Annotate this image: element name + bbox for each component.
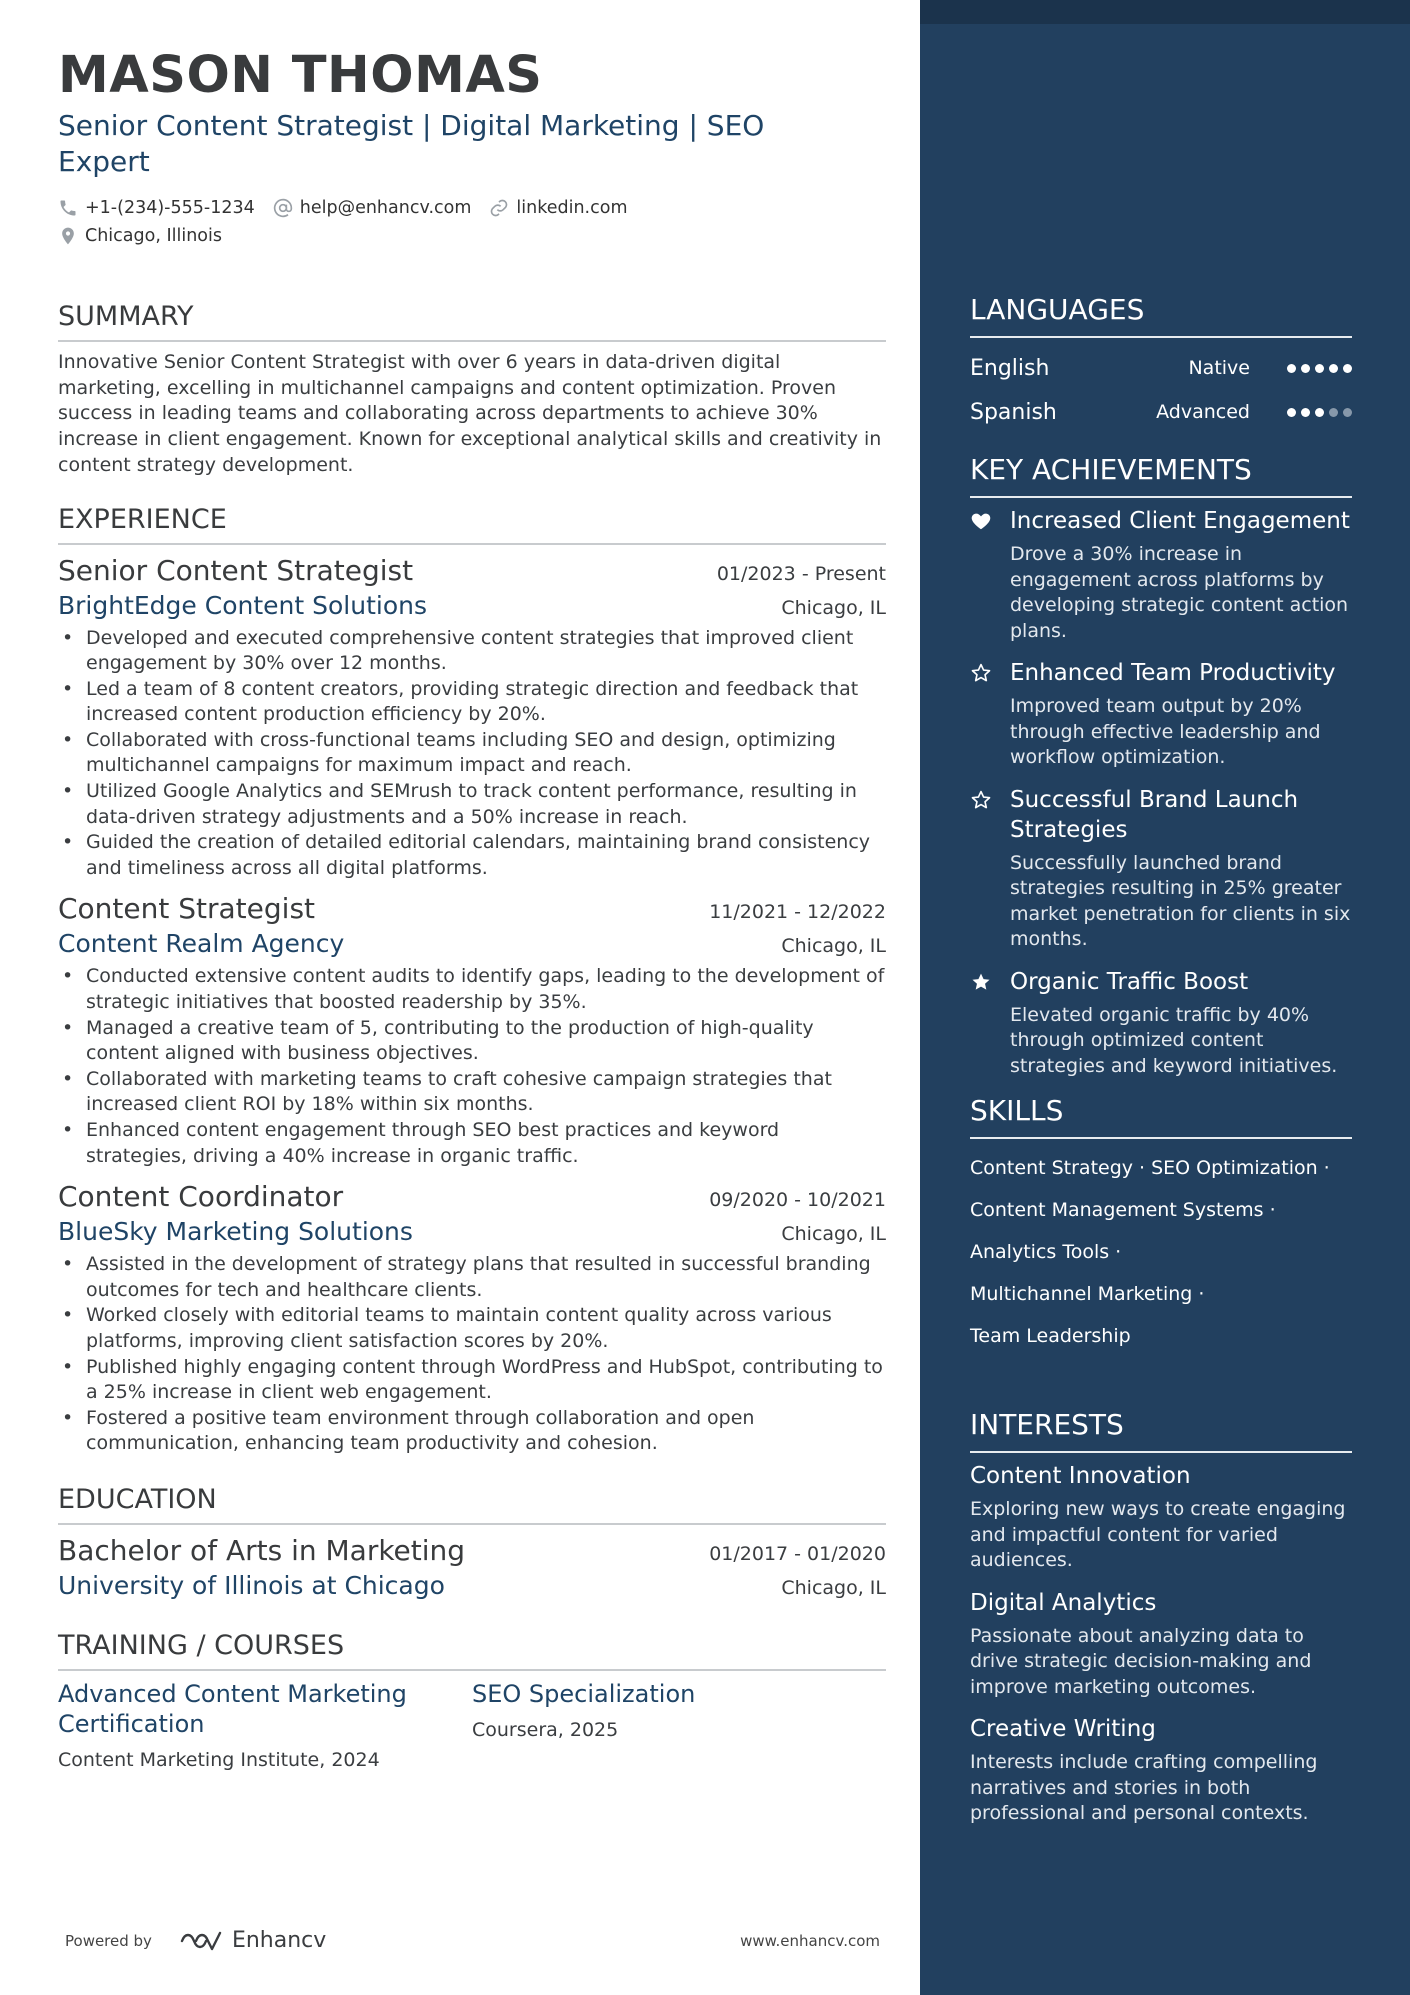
location-contact	[58, 226, 222, 246]
linkedin-text: linkedin.com	[516, 198, 628, 218]
interests-section	[970, 1407, 1352, 1827]
skills-title: SKILLS	[970, 1093, 1352, 1139]
job-bullets	[58, 626, 886, 882]
skill-separator: ·	[1115, 1241, 1122, 1263]
job-location: Chicago, IL	[781, 1223, 886, 1246]
achievement-item	[970, 785, 1352, 953]
star-filled-icon	[970, 971, 992, 993]
experience-section	[58, 503, 886, 1457]
rating-dot-filled	[1287, 408, 1296, 417]
achievement-desc: Elevated organic traffic by 40% through optimized content strategies and keyword initiatives.	[1010, 1003, 1338, 1077]
location-pin-icon	[58, 226, 78, 246]
skill-row	[970, 1147, 1352, 1189]
star-outline-icon	[970, 789, 992, 811]
sidebar	[920, 0, 1410, 1995]
at-icon	[273, 198, 293, 218]
job-dates: 11/2021 - 12/2022	[709, 901, 886, 924]
skill-item: Content Strategy	[970, 1157, 1134, 1179]
achievement-title: Organic Traffic Boost	[1010, 968, 1249, 995]
achievement-item	[970, 967, 1352, 1080]
achievement-desc: Improved team output by 20% through effective leadership and workflow optimization.	[1010, 695, 1321, 768]
bullet-item: • Fostered a positive team environment through collaboration and open communication, enhancing team productivity and cohesion.	[58, 1406, 886, 1457]
skill-separator: ·	[1198, 1283, 1205, 1305]
achievement-title: Successful Brand Launch Strategies	[1010, 786, 1299, 843]
language-level: Native	[1188, 357, 1250, 379]
languages-title: LANGUAGES	[970, 292, 1352, 338]
job-company: Content Realm Agency	[58, 929, 345, 959]
job-bullets	[58, 964, 886, 1169]
skill-item: Team Leadership	[970, 1325, 1131, 1347]
interest-desc: Passionate about analyzing data to drive strategic decision-making and improve marketing outcomes.	[970, 1624, 1312, 1698]
job-bullets	[58, 1252, 886, 1457]
linkedin-contact[interactable]	[489, 198, 627, 218]
interest-item	[970, 1461, 1352, 1574]
phone-icon	[58, 198, 78, 218]
phone-contact[interactable]	[58, 198, 255, 218]
contact-info	[58, 194, 886, 250]
interest-title: Creative Writing	[970, 1716, 1156, 1742]
bullet-item: • Collaborated with cross-functional teams including SEO and design, optimizing multichannel campaigns for maximum impact and reach.	[58, 728, 886, 779]
interest-item	[970, 1714, 1352, 1827]
degree: Bachelor of Arts in Marketing	[58, 1533, 466, 1567]
experience-title: EXPERIENCE	[58, 503, 886, 545]
sidebar-top-bar	[920, 0, 1410, 24]
email-text: help@enhancv.com	[299, 198, 472, 218]
skill-item: SEO Optimization	[1151, 1157, 1318, 1179]
achievements-section	[970, 452, 1352, 1079]
skills-section	[970, 1093, 1352, 1357]
interest-title: Digital Analytics	[970, 1589, 1157, 1616]
bullet-item: • Conducted extensive content audits to identify gaps, leading to the development of strategic initiatives that boosted readership by 35%.	[58, 964, 886, 1015]
job-entry	[58, 1179, 886, 1457]
languages-section	[970, 292, 1352, 434]
job-dates: 09/2020 - 10/2021	[709, 1189, 886, 1212]
star-outline-icon	[970, 662, 992, 684]
interests-title: INTERESTS	[970, 1407, 1352, 1453]
bullet-item: • Collaborated with marketing teams to craft cohesive campaign strategies that increased client ROI by 18% within six months.	[58, 1067, 886, 1118]
rating-dot-filled	[1343, 364, 1352, 373]
rating-dot-filled	[1315, 364, 1324, 373]
bullet-item: • Managed a creative team of 5, contributing to the production of high-quality content aligned with business objectives.	[58, 1016, 886, 1067]
summary-section	[58, 300, 886, 479]
powered-by-label: Powered by	[65, 1931, 152, 1950]
bullet-item: • Guided the creation of detailed editorial calendars, maintaining brand consistency and timeliness across all digital platforms.	[58, 830, 886, 881]
footer	[65, 1928, 880, 1953]
language-item	[970, 390, 1352, 434]
training-section	[58, 1629, 886, 1771]
candidate-name: MASON THOMAS	[58, 46, 543, 105]
skill-item: Analytics Tools	[970, 1241, 1110, 1263]
course-provider: Coursera, 2025	[472, 1718, 619, 1741]
course-provider: Content Marketing Institute, 2024	[58, 1748, 380, 1771]
bullet-item: • Enhanced content engagement through SEO best practices and keyword strategies, driving a 40% increase in organic traffic.	[58, 1118, 886, 1169]
skill-row	[970, 1231, 1352, 1273]
interest-item	[970, 1588, 1352, 1701]
bullet-item: • Led a team of 8 content creators, providing strategic direction and feedback that increased content production efficiency by 20%.	[58, 677, 886, 728]
link-icon	[489, 198, 509, 218]
language-name: Spanish	[970, 399, 1057, 425]
job-title: Senior Content Strategist	[58, 553, 414, 587]
phone-text: +1-(234)-555-1234	[85, 198, 255, 218]
headline: Senior Content Strategist | Digital Marketing | SEO Expert	[58, 109, 765, 178]
bullet-item: • Utilized Google Analytics and SEMrush to track content performance, resulting in data-driven strategy adjustments and a 50% increase in reach.	[58, 779, 886, 830]
rating-dot-empty	[1329, 408, 1338, 417]
heart-icon	[970, 510, 992, 532]
enhancv-logo-icon	[178, 1930, 224, 1952]
course-item	[472, 1679, 886, 1771]
bullet-item: • Worked closely with editorial teams to maintain content quality across various platforms, improving client satisfaction scores by 20%.	[58, 1303, 886, 1354]
skill-row	[970, 1189, 1352, 1231]
achievement-title: Enhanced Team Productivity	[1010, 660, 1336, 686]
achievement-desc: Successfully launched brand strategies resulting in 25% greater market penetration for clients in six months.	[1010, 851, 1351, 950]
job-dates: 01/2023 - Present	[716, 562, 886, 585]
achievements-title: KEY ACHIEVEMENTS	[970, 452, 1352, 498]
job-title: Content Strategist	[58, 892, 316, 926]
education-title: EDUCATION	[58, 1483, 886, 1525]
education-section	[58, 1483, 886, 1603]
email-contact[interactable]	[273, 198, 472, 218]
interest-desc: Interests include crafting compelling narratives and stories in both professional and personal contexts.	[970, 1751, 1318, 1824]
job-title: Content Coordinator	[58, 1180, 344, 1214]
bullet-item: • Developed and executed comprehensive content strategies that improved client engagement by 30% over 12 months.	[58, 626, 886, 677]
achievement-item	[970, 506, 1352, 644]
skill-separator: ·	[1269, 1199, 1276, 1221]
skill-row	[970, 1273, 1352, 1315]
rating-dot-filled	[1287, 364, 1296, 373]
summary-title: SUMMARY	[58, 300, 886, 342]
summary-text: Innovative Senior Content Strategist with over 6 years in data-driven digital marketing, excelling in multichannel campaigns and content optimization. Proven success in leading teams and collaborating across departments to achieve 30% increase in client engagement. Known for exceptional analytical skills and creativity in content strategy development.	[58, 351, 882, 476]
rating-dot-filled	[1301, 408, 1310, 417]
interest-title: Content Innovation	[970, 1463, 1191, 1489]
footer-url[interactable]: www.enhancv.com	[740, 1931, 880, 1950]
language-rating	[1282, 408, 1352, 417]
language-level: Advanced	[1156, 401, 1250, 423]
enhancv-logo[interactable]	[178, 1928, 326, 1953]
job-location: Chicago, IL	[781, 596, 886, 619]
achievement-desc: Drove a 30% increase in engagement across platforms by developing strategic content action plans.	[1010, 543, 1349, 642]
skill-item: Multichannel Marketing	[970, 1283, 1193, 1305]
school: University of Illinois at Chicago	[58, 1570, 445, 1600]
job-company: BlueSky Marketing Solutions	[58, 1217, 413, 1247]
language-rating	[1282, 364, 1352, 373]
powered-by	[65, 1928, 326, 1953]
skill-item: Content Management Systems	[970, 1199, 1264, 1221]
rating-dot-empty	[1343, 408, 1352, 417]
brand-name: Enhancv	[231, 1928, 327, 1953]
interest-desc: Exploring new ways to create engaging and impactful content for varied audiences.	[970, 1498, 1346, 1571]
skill-separator: ·	[1139, 1157, 1146, 1179]
skill-separator: ·	[1323, 1157, 1330, 1179]
rating-dot-filled	[1329, 364, 1338, 373]
achievement-title: Increased Client Engagement	[1010, 508, 1350, 534]
language-name: English	[970, 355, 1050, 381]
course-title: SEO Specialization	[472, 1679, 696, 1708]
course-item	[58, 1679, 472, 1771]
rating-dot-filled	[1301, 364, 1310, 373]
training-title: TRAINING / COURSES	[58, 1629, 886, 1671]
education-location: Chicago, IL	[781, 1576, 886, 1599]
achievement-item	[970, 658, 1352, 771]
location-text: Chicago, Illinois	[85, 226, 222, 246]
job-company: BrightEdge Content Solutions	[58, 590, 427, 620]
bullet-item: • Assisted in the development of strategy plans that resulted in successful branding outcomes for tech and healthcare clients.	[58, 1252, 886, 1303]
education-dates: 01/2017 - 01/2020	[709, 1542, 886, 1565]
job-location: Chicago, IL	[781, 935, 886, 958]
job-entry	[58, 553, 886, 882]
language-item	[970, 346, 1352, 390]
rating-dot-filled	[1315, 408, 1324, 417]
bullet-item: • Published highly engaging content through WordPress and HubSpot, contributing to a 25% increase in client web engagement.	[58, 1355, 886, 1406]
job-entry	[58, 891, 886, 1169]
skill-row	[970, 1315, 1352, 1357]
course-title: Advanced Content Marketing Certification	[58, 1679, 407, 1738]
